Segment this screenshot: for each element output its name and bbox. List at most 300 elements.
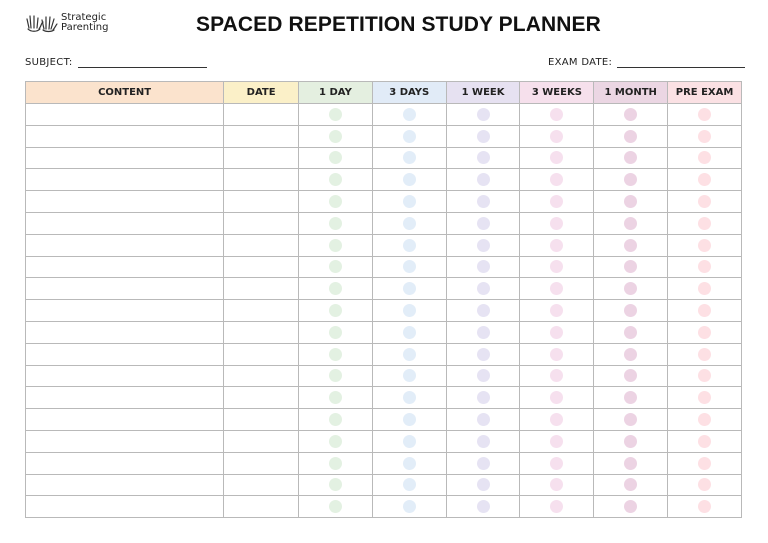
review-cell[interactable] xyxy=(668,452,742,474)
column-header: PRE EXAM xyxy=(668,82,742,104)
review-checkbox-circle[interactable] xyxy=(477,239,490,252)
content-cell[interactable] xyxy=(26,430,224,452)
review-cell[interactable] xyxy=(299,409,373,431)
review-cell[interactable] xyxy=(594,409,668,431)
review-checkbox-circle[interactable] xyxy=(624,391,637,404)
review-cell[interactable] xyxy=(520,147,594,169)
review-checkbox-circle[interactable] xyxy=(477,413,490,426)
content-cell[interactable] xyxy=(26,409,224,431)
review-cell[interactable] xyxy=(520,452,594,474)
content-cell[interactable] xyxy=(26,278,224,300)
review-checkbox-circle[interactable] xyxy=(403,239,416,252)
review-checkbox-circle[interactable] xyxy=(477,282,490,295)
review-checkbox-circle[interactable] xyxy=(477,500,490,513)
review-checkbox-circle[interactable] xyxy=(403,195,416,208)
content-cell[interactable] xyxy=(26,147,224,169)
review-cell[interactable] xyxy=(520,125,594,147)
review-cell[interactable] xyxy=(520,321,594,343)
review-checkbox-circle[interactable] xyxy=(698,348,711,361)
review-checkbox-circle[interactable] xyxy=(329,369,342,382)
review-checkbox-circle[interactable] xyxy=(698,195,711,208)
review-cell[interactable] xyxy=(520,191,594,213)
review-checkbox-circle[interactable] xyxy=(624,369,637,382)
review-cell[interactable] xyxy=(668,191,742,213)
date-cell[interactable] xyxy=(224,365,299,387)
content-cell[interactable] xyxy=(26,474,224,496)
date-cell[interactable] xyxy=(224,409,299,431)
review-checkbox-circle[interactable] xyxy=(550,413,563,426)
content-cell[interactable] xyxy=(26,343,224,365)
review-cell[interactable] xyxy=(372,125,446,147)
content-cell[interactable] xyxy=(26,300,224,322)
review-checkbox-circle[interactable] xyxy=(477,435,490,448)
column-header: 1 MONTH xyxy=(594,82,668,104)
review-cell[interactable] xyxy=(372,212,446,234)
review-checkbox-circle[interactable] xyxy=(698,130,711,143)
review-cell[interactable] xyxy=(520,278,594,300)
review-checkbox-circle[interactable] xyxy=(403,413,416,426)
review-checkbox-circle[interactable] xyxy=(403,348,416,361)
review-cell[interactable] xyxy=(446,278,520,300)
review-cell[interactable] xyxy=(594,125,668,147)
review-checkbox-circle[interactable] xyxy=(477,130,490,143)
content-cell[interactable] xyxy=(26,234,224,256)
brand-logo xyxy=(26,13,108,33)
review-checkbox-circle[interactable] xyxy=(550,391,563,404)
review-cell[interactable] xyxy=(372,365,446,387)
review-cell[interactable] xyxy=(520,104,594,126)
review-checkbox-circle[interactable] xyxy=(403,391,416,404)
table-row xyxy=(26,191,742,213)
review-checkbox-circle[interactable] xyxy=(550,500,563,513)
review-cell[interactable] xyxy=(446,169,520,191)
column-header: 3 DAYS xyxy=(372,82,446,104)
review-checkbox-circle[interactable] xyxy=(550,173,563,186)
review-checkbox-circle[interactable] xyxy=(329,239,342,252)
review-cell[interactable] xyxy=(299,278,373,300)
review-checkbox-circle[interactable] xyxy=(550,435,563,448)
table-row xyxy=(26,430,742,452)
review-cell[interactable] xyxy=(299,104,373,126)
review-cell[interactable] xyxy=(299,321,373,343)
review-checkbox-circle[interactable] xyxy=(624,217,637,230)
table-row xyxy=(26,474,742,496)
review-checkbox-circle[interactable] xyxy=(698,151,711,164)
review-cell[interactable] xyxy=(299,496,373,518)
review-cell[interactable] xyxy=(446,452,520,474)
review-checkbox-circle[interactable] xyxy=(329,457,342,470)
review-checkbox-circle[interactable] xyxy=(329,304,342,317)
review-cell[interactable] xyxy=(446,321,520,343)
review-checkbox-circle[interactable] xyxy=(403,108,416,121)
review-checkbox-circle[interactable] xyxy=(624,326,637,339)
review-cell[interactable] xyxy=(594,365,668,387)
review-cell[interactable] xyxy=(594,496,668,518)
review-checkbox-circle[interactable] xyxy=(550,217,563,230)
review-checkbox-circle[interactable] xyxy=(477,304,490,317)
review-cell[interactable] xyxy=(668,169,742,191)
review-checkbox-circle[interactable] xyxy=(477,108,490,121)
content-cell[interactable] xyxy=(26,256,224,278)
table-row xyxy=(26,256,742,278)
review-cell[interactable] xyxy=(372,387,446,409)
review-checkbox-circle[interactable] xyxy=(477,326,490,339)
review-cell[interactable] xyxy=(594,278,668,300)
review-checkbox-circle[interactable] xyxy=(329,108,342,121)
table-row xyxy=(26,300,742,322)
review-checkbox-circle[interactable] xyxy=(624,457,637,470)
review-checkbox-circle[interactable] xyxy=(624,195,637,208)
table-row xyxy=(26,365,742,387)
review-checkbox-circle[interactable] xyxy=(403,130,416,143)
review-cell[interactable] xyxy=(594,474,668,496)
review-checkbox-circle[interactable] xyxy=(698,108,711,121)
content-cell[interactable] xyxy=(26,496,224,518)
review-checkbox-circle[interactable] xyxy=(329,130,342,143)
review-checkbox-circle[interactable] xyxy=(624,413,637,426)
review-cell[interactable] xyxy=(668,387,742,409)
date-cell[interactable] xyxy=(224,496,299,518)
review-cell[interactable] xyxy=(520,474,594,496)
date-cell[interactable] xyxy=(224,452,299,474)
review-checkbox-circle[interactable] xyxy=(403,217,416,230)
date-cell[interactable] xyxy=(224,474,299,496)
table-row xyxy=(26,496,742,518)
review-checkbox-circle[interactable] xyxy=(329,413,342,426)
review-checkbox-circle[interactable] xyxy=(698,282,711,295)
brand-name xyxy=(61,13,108,33)
review-checkbox-circle[interactable] xyxy=(477,151,490,164)
review-cell[interactable] xyxy=(372,147,446,169)
table-row xyxy=(26,125,742,147)
date-cell[interactable] xyxy=(224,278,299,300)
review-cell[interactable] xyxy=(299,365,373,387)
review-cell[interactable] xyxy=(372,452,446,474)
review-checkbox-circle[interactable] xyxy=(550,260,563,273)
review-checkbox-circle[interactable] xyxy=(698,500,711,513)
review-checkbox-circle[interactable] xyxy=(550,282,563,295)
review-cell[interactable] xyxy=(372,169,446,191)
review-cell[interactable] xyxy=(372,430,446,452)
review-cell[interactable] xyxy=(668,234,742,256)
review-checkbox-circle[interactable] xyxy=(550,195,563,208)
review-cell[interactable] xyxy=(594,191,668,213)
review-checkbox-circle[interactable] xyxy=(550,239,563,252)
review-checkbox-circle[interactable] xyxy=(329,151,342,164)
review-checkbox-circle[interactable] xyxy=(403,151,416,164)
review-cell[interactable] xyxy=(372,409,446,431)
review-checkbox-circle[interactable] xyxy=(698,413,711,426)
review-checkbox-circle[interactable] xyxy=(477,348,490,361)
review-checkbox-circle[interactable] xyxy=(624,348,637,361)
table-row xyxy=(26,321,742,343)
review-cell[interactable] xyxy=(520,234,594,256)
review-checkbox-circle[interactable] xyxy=(624,173,637,186)
review-cell[interactable] xyxy=(594,300,668,322)
review-checkbox-circle[interactable] xyxy=(329,348,342,361)
review-cell[interactable] xyxy=(299,147,373,169)
review-checkbox-circle[interactable] xyxy=(329,435,342,448)
review-cell[interactable] xyxy=(446,125,520,147)
review-checkbox-circle[interactable] xyxy=(329,391,342,404)
review-checkbox-circle[interactable] xyxy=(698,369,711,382)
content-cell[interactable] xyxy=(26,387,224,409)
review-cell[interactable] xyxy=(594,147,668,169)
review-checkbox-circle[interactable] xyxy=(477,173,490,186)
review-checkbox-circle[interactable] xyxy=(550,369,563,382)
review-cell[interactable] xyxy=(668,256,742,278)
review-checkbox-circle[interactable] xyxy=(329,478,342,491)
review-checkbox-circle[interactable] xyxy=(624,435,637,448)
review-checkbox-circle[interactable] xyxy=(329,260,342,273)
date-cell[interactable] xyxy=(224,169,299,191)
review-cell[interactable] xyxy=(594,452,668,474)
review-checkbox-circle[interactable] xyxy=(403,173,416,186)
review-cell[interactable] xyxy=(668,104,742,126)
review-cell[interactable] xyxy=(299,169,373,191)
review-checkbox-circle[interactable] xyxy=(477,391,490,404)
date-cell[interactable] xyxy=(224,234,299,256)
review-checkbox-circle[interactable] xyxy=(550,478,563,491)
review-cell[interactable] xyxy=(520,409,594,431)
date-cell[interactable] xyxy=(224,191,299,213)
exam-date-input-line[interactable] xyxy=(617,57,745,68)
content-cell[interactable] xyxy=(26,191,224,213)
review-checkbox-circle[interactable] xyxy=(698,326,711,339)
review-checkbox-circle[interactable] xyxy=(403,369,416,382)
review-cell[interactable] xyxy=(594,256,668,278)
review-checkbox-circle[interactable] xyxy=(698,260,711,273)
review-cell[interactable] xyxy=(446,343,520,365)
review-checkbox-circle[interactable] xyxy=(624,108,637,121)
review-checkbox-circle[interactable] xyxy=(329,217,342,230)
review-checkbox-circle[interactable] xyxy=(477,457,490,470)
review-cell[interactable] xyxy=(520,343,594,365)
review-cell[interactable] xyxy=(594,169,668,191)
review-checkbox-circle[interactable] xyxy=(329,326,342,339)
review-checkbox-circle[interactable] xyxy=(403,304,416,317)
review-checkbox-circle[interactable] xyxy=(403,435,416,448)
review-checkbox-circle[interactable] xyxy=(329,173,342,186)
review-checkbox-circle[interactable] xyxy=(698,391,711,404)
review-checkbox-circle[interactable] xyxy=(329,195,342,208)
review-cell[interactable] xyxy=(372,343,446,365)
review-cell[interactable] xyxy=(372,300,446,322)
review-checkbox-circle[interactable] xyxy=(477,195,490,208)
review-checkbox-circle[interactable] xyxy=(624,304,637,317)
review-cell[interactable] xyxy=(594,212,668,234)
table-row xyxy=(26,234,742,256)
review-cell[interactable] xyxy=(668,474,742,496)
subject-field xyxy=(25,57,207,68)
review-cell[interactable] xyxy=(668,321,742,343)
exam-date-label: EXAM DATE: xyxy=(548,57,613,68)
table-row xyxy=(26,387,742,409)
review-cell[interactable] xyxy=(520,430,594,452)
review-cell[interactable] xyxy=(594,234,668,256)
review-cell[interactable] xyxy=(520,365,594,387)
date-cell[interactable] xyxy=(224,104,299,126)
review-checkbox-circle[interactable] xyxy=(624,260,637,273)
date-cell[interactable] xyxy=(224,300,299,322)
review-cell[interactable] xyxy=(299,234,373,256)
review-cell[interactable] xyxy=(446,104,520,126)
review-cell[interactable] xyxy=(446,191,520,213)
date-cell[interactable] xyxy=(224,387,299,409)
review-cell[interactable] xyxy=(299,212,373,234)
content-cell[interactable] xyxy=(26,125,224,147)
review-checkbox-circle[interactable] xyxy=(550,326,563,339)
review-cell[interactable] xyxy=(446,496,520,518)
review-checkbox-circle[interactable] xyxy=(550,151,563,164)
review-cell[interactable] xyxy=(668,300,742,322)
table-row xyxy=(26,452,742,474)
review-cell[interactable] xyxy=(372,234,446,256)
date-cell[interactable] xyxy=(224,343,299,365)
review-cell[interactable] xyxy=(372,474,446,496)
review-cell[interactable] xyxy=(668,147,742,169)
review-checkbox-circle[interactable] xyxy=(329,500,342,513)
review-checkbox-circle[interactable] xyxy=(698,173,711,186)
table-row xyxy=(26,343,742,365)
review-cell[interactable] xyxy=(520,169,594,191)
review-cell[interactable] xyxy=(594,104,668,126)
table-row xyxy=(26,409,742,431)
review-cell[interactable] xyxy=(668,409,742,431)
date-cell[interactable] xyxy=(224,212,299,234)
content-cell[interactable] xyxy=(26,169,224,191)
review-cell[interactable] xyxy=(299,343,373,365)
review-checkbox-circle[interactable] xyxy=(624,239,637,252)
review-cell[interactable] xyxy=(299,300,373,322)
review-checkbox-circle[interactable] xyxy=(477,217,490,230)
date-cell[interactable] xyxy=(224,147,299,169)
content-cell[interactable] xyxy=(26,365,224,387)
review-checkbox-circle[interactable] xyxy=(550,304,563,317)
review-checkbox-circle[interactable] xyxy=(329,282,342,295)
review-cell[interactable] xyxy=(668,496,742,518)
review-cell[interactable] xyxy=(668,125,742,147)
review-checkbox-circle[interactable] xyxy=(698,457,711,470)
review-checkbox-circle[interactable] xyxy=(624,130,637,143)
review-cell[interactable] xyxy=(446,387,520,409)
review-cell[interactable] xyxy=(299,125,373,147)
review-checkbox-circle[interactable] xyxy=(550,457,563,470)
review-cell[interactable] xyxy=(299,256,373,278)
content-cell[interactable] xyxy=(26,104,224,126)
content-cell[interactable] xyxy=(26,212,224,234)
review-cell[interactable] xyxy=(594,430,668,452)
review-cell[interactable] xyxy=(520,300,594,322)
review-cell[interactable] xyxy=(299,191,373,213)
content-cell[interactable] xyxy=(26,452,224,474)
table-row xyxy=(26,147,742,169)
review-cell[interactable] xyxy=(446,212,520,234)
review-cell[interactable] xyxy=(372,321,446,343)
review-checkbox-circle[interactable] xyxy=(403,457,416,470)
review-cell[interactable] xyxy=(446,474,520,496)
review-cell[interactable] xyxy=(668,278,742,300)
review-checkbox-circle[interactable] xyxy=(550,130,563,143)
review-checkbox-circle[interactable] xyxy=(624,151,637,164)
review-cell[interactable] xyxy=(520,496,594,518)
brand-name-line1: Strategic xyxy=(61,12,107,23)
review-cell[interactable] xyxy=(520,256,594,278)
review-checkbox-circle[interactable] xyxy=(403,282,416,295)
review-checkbox-circle[interactable] xyxy=(403,260,416,273)
review-checkbox-circle[interactable] xyxy=(550,348,563,361)
table-body xyxy=(26,104,742,518)
review-cell[interactable] xyxy=(668,430,742,452)
review-checkbox-circle[interactable] xyxy=(550,108,563,121)
date-cell[interactable] xyxy=(224,321,299,343)
review-cell[interactable] xyxy=(446,409,520,431)
review-checkbox-circle[interactable] xyxy=(698,435,711,448)
column-header: CONTENT xyxy=(26,82,224,104)
review-cell[interactable] xyxy=(446,365,520,387)
review-cell[interactable] xyxy=(446,300,520,322)
review-cell[interactable] xyxy=(594,321,668,343)
exam-date-field xyxy=(548,57,745,68)
review-checkbox-circle[interactable] xyxy=(624,500,637,513)
review-checkbox-circle[interactable] xyxy=(698,239,711,252)
review-cell[interactable] xyxy=(594,387,668,409)
review-checkbox-circle[interactable] xyxy=(624,282,637,295)
column-header: 1 WEEK xyxy=(446,82,520,104)
review-checkbox-circle[interactable] xyxy=(477,369,490,382)
review-checkbox-circle[interactable] xyxy=(403,478,416,491)
review-cell[interactable] xyxy=(299,474,373,496)
subject-input-line[interactable] xyxy=(78,57,207,68)
review-cell[interactable] xyxy=(372,191,446,213)
hands-icon xyxy=(26,13,58,33)
review-cell[interactable] xyxy=(594,343,668,365)
review-cell[interactable] xyxy=(299,452,373,474)
review-checkbox-circle[interactable] xyxy=(477,260,490,273)
review-cell[interactable] xyxy=(668,365,742,387)
table-row xyxy=(26,169,742,191)
review-checkbox-circle[interactable] xyxy=(403,326,416,339)
review-cell[interactable] xyxy=(372,104,446,126)
review-cell[interactable] xyxy=(446,430,520,452)
review-checkbox-circle[interactable] xyxy=(698,478,711,491)
review-cell[interactable] xyxy=(446,234,520,256)
review-checkbox-circle[interactable] xyxy=(698,304,711,317)
review-cell[interactable] xyxy=(372,256,446,278)
content-cell[interactable] xyxy=(26,321,224,343)
review-cell[interactable] xyxy=(446,256,520,278)
brand-name-line2: Parenting xyxy=(61,22,109,33)
review-cell[interactable] xyxy=(520,212,594,234)
table-row xyxy=(26,104,742,126)
review-cell[interactable] xyxy=(372,278,446,300)
date-cell[interactable] xyxy=(224,125,299,147)
review-cell[interactable] xyxy=(299,430,373,452)
review-checkbox-circle[interactable] xyxy=(698,217,711,230)
page-title: SPACED REPETITION STUDY PLANNER xyxy=(196,13,601,36)
date-cell[interactable] xyxy=(224,430,299,452)
review-cell[interactable] xyxy=(446,147,520,169)
review-checkbox-circle[interactable] xyxy=(403,500,416,513)
review-checkbox-circle[interactable] xyxy=(624,478,637,491)
date-cell[interactable] xyxy=(224,256,299,278)
review-checkbox-circle[interactable] xyxy=(477,478,490,491)
review-cell[interactable] xyxy=(372,496,446,518)
review-cell[interactable] xyxy=(668,343,742,365)
review-cell[interactable] xyxy=(668,212,742,234)
review-cell[interactable] xyxy=(299,387,373,409)
review-cell[interactable] xyxy=(520,387,594,409)
